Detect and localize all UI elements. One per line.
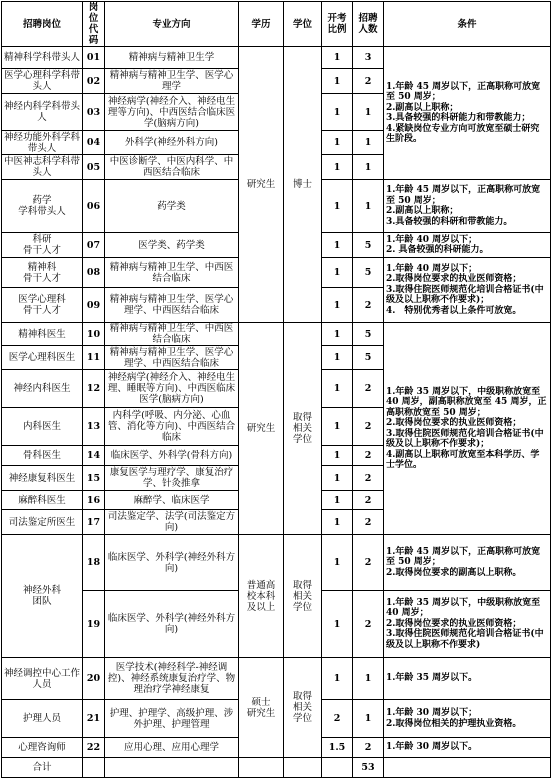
major-cell: 司法鉴定学、法学(司法鉴定方向) — [105, 510, 239, 535]
requirements-cell: 1.年龄 35 周岁以下，中级职称放宽至 40 周岁，副高职称放宽至 45 周岁，正高职称放宽至 50 周岁； 2.取得岗位要求的执业医师资格； 3.取得住院医师规范化培训合格证书(中级及以上职称不作要求)； 4.副高以上职称可放宽至本科学历、学士学位。 — [384, 323, 551, 535]
major-cell: 麻醉学、临床医学 — [105, 491, 239, 510]
requirements-cell: 1.年龄 45 周岁以下，正高职称可放宽至 50 周岁； 2.副高以上职称； 3.具备较强的科研能力和带教能力； 4.紧缺岗位专业方向可放宽至硕士研究生阶段。 — [384, 47, 551, 180]
position-cell: 医学心理科医生 — [2, 346, 83, 370]
ratio-cell: 1 — [322, 408, 353, 446]
ratio-cell: 1 — [322, 94, 353, 131]
code-cell: 02 — [83, 69, 105, 94]
count-cell: 5 — [353, 323, 384, 346]
major-cell: 外科学(神经外科方向) — [105, 131, 239, 155]
header-major: 专业方向 — [105, 2, 239, 47]
ratio-cell: 1 — [322, 491, 353, 510]
code-cell: 06 — [83, 180, 105, 233]
total-label: 合计 — [2, 758, 83, 778]
position-cell: 骨科医生 — [2, 446, 83, 466]
position-cell: 内科医生 — [2, 408, 83, 446]
header-ratio: 开考比例 — [322, 2, 353, 47]
ratio-cell: 1 — [322, 370, 353, 408]
count-cell: 2 — [353, 591, 384, 658]
count-cell: 5 — [353, 258, 384, 288]
code-cell: 09 — [83, 288, 105, 323]
code-cell: 05 — [83, 155, 105, 180]
table-row — [2, 658, 551, 700]
total-row — [2, 758, 551, 778]
count-cell: 2 — [353, 738, 384, 758]
code-cell: 21 — [83, 700, 105, 738]
position-cell: 精神科 骨干人才 — [2, 258, 83, 288]
header-education: 学历 — [239, 2, 284, 47]
code-cell: 01 — [83, 47, 105, 69]
ratio-cell: 1 — [322, 510, 353, 535]
table-row — [2, 535, 551, 591]
ratio-cell: 1.5 — [322, 738, 353, 758]
major-cell: 临床医学、外科学(神经外科方向) — [105, 535, 239, 591]
position-cell: 神经外科 团队 — [2, 535, 83, 658]
major-cell: 神经病学(神经介入、神经电生理等方向)、中西医结合临床医学(脑病方向) — [105, 94, 239, 131]
total-count: 53 — [353, 758, 384, 778]
code-cell: 19 — [83, 591, 105, 658]
header-position: 招聘岗位 — [2, 2, 83, 47]
position-cell: 心理咨询师 — [2, 738, 83, 758]
major-cell: 精神病与精神卫生学 — [105, 47, 239, 69]
position-cell: 精神科学科带头人 — [2, 47, 83, 69]
count-cell: 2 — [353, 466, 384, 491]
count-cell: 1 — [353, 658, 384, 700]
position-cell: 精神科医生 — [2, 323, 83, 346]
position-cell: 神经调控中心工作人员 — [2, 658, 83, 700]
major-cell: 康复医学与理疗学、康复治疗学、针灸推拿 — [105, 466, 239, 491]
position-cell: 医学心理科学科带头人 — [2, 69, 83, 94]
major-cell: 内科学(呼吸、内分泌、心血管、消化等方向)、中西医结合临床 — [105, 408, 239, 446]
education-cell: 硕士 研究生 — [239, 658, 284, 758]
position-cell: 神经功能外科学科带头人 — [2, 131, 83, 155]
code-cell: 12 — [83, 370, 105, 408]
count-cell: 2 — [353, 370, 384, 408]
empty-cell — [322, 758, 353, 778]
count-cell: 2 — [353, 535, 384, 591]
count-cell: 2 — [353, 510, 384, 535]
position-cell: 神经康复科医生 — [2, 466, 83, 491]
count-cell: 5 — [353, 233, 384, 258]
requirements-cell: 1.年龄 40 周岁以下； 2.取得岗位要求的执业医师资格； 3.取得住院医师规范化培训合格证书(中级及以上职称不作要求)； 4. 特别优秀者以上条件可放宽。 — [384, 258, 551, 323]
count-cell: 1 — [353, 700, 384, 738]
position-cell: 药学 学科带头人 — [2, 180, 83, 233]
major-cell: 护理、护理学、高级护理、涉外护理、护理管理 — [105, 700, 239, 738]
position-cell: 医学心理科 骨干人才 — [2, 288, 83, 323]
table-row — [2, 323, 551, 346]
requirements-cell: 1.年龄 30 周岁以下； 2.取得岗位相关的护理执业资格。 — [384, 700, 551, 738]
code-cell: 20 — [83, 658, 105, 700]
position-cell: 麻醉科医生 — [2, 491, 83, 510]
ratio-cell: 1 — [322, 658, 353, 700]
ratio-cell: 1 — [322, 131, 353, 155]
count-cell: 1 — [353, 180, 384, 233]
education-cell: 研究生 — [239, 47, 284, 323]
empty-cell — [284, 758, 322, 778]
empty-cell — [83, 758, 105, 778]
count-cell: 5 — [353, 346, 384, 370]
major-cell: 医学类、药学类 — [105, 233, 239, 258]
count-cell: 1 — [353, 94, 384, 131]
major-cell: 精神病与精神卫生学、中西医结合临床 — [105, 323, 239, 346]
code-cell: 15 — [83, 466, 105, 491]
ratio-cell: 1 — [322, 535, 353, 591]
count-cell: 2 — [353, 288, 384, 323]
major-cell: 神经病学(神经介入、神经电生理、睡眠等方向)、中西医临床医学(脑病方向) — [105, 370, 239, 408]
ratio-cell: 1 — [322, 233, 353, 258]
ratio-cell: 1 — [322, 69, 353, 94]
major-cell: 临床医学、外科学(神经外科方向) — [105, 591, 239, 658]
count-cell: 2 — [353, 69, 384, 94]
count-cell: 3 — [353, 47, 384, 69]
code-cell: 16 — [83, 491, 105, 510]
major-cell: 应用心理、应用心理学 — [105, 738, 239, 758]
header-row — [2, 2, 551, 47]
code-cell: 10 — [83, 323, 105, 346]
count-cell: 1 — [353, 155, 384, 180]
major-cell: 中医诊断学、中医内科学、中西医结合临床 — [105, 155, 239, 180]
major-cell: 精神病与精神卫生学、医学心理学、中西医结合临床 — [105, 346, 239, 370]
table-row — [2, 47, 551, 69]
ratio-cell: 1 — [322, 591, 353, 658]
degree-cell: 博士 — [284, 47, 322, 323]
position-cell: 神经内科学科带头人 — [2, 94, 83, 131]
recruitment-table — [1, 1, 551, 778]
major-cell: 精神病与精神卫生学、医学心理学、中西医结合临床 — [105, 288, 239, 323]
code-cell: 04 — [83, 131, 105, 155]
position-cell: 护理人员 — [2, 700, 83, 738]
code-cell: 18 — [83, 535, 105, 591]
ratio-cell: 1 — [322, 466, 353, 491]
code-cell: 03 — [83, 94, 105, 131]
ratio-cell: 1 — [322, 346, 353, 370]
count-cell: 2 — [353, 491, 384, 510]
position-cell: 中医神志科学科带头人 — [2, 155, 83, 180]
header-code: 岗位代码 — [83, 2, 105, 47]
major-cell: 精神病与精神卫生学、中西医结合临床 — [105, 258, 239, 288]
code-cell: 22 — [83, 738, 105, 758]
degree-cell: 取得 相关 学位 — [284, 658, 322, 758]
education-cell: 研究生 — [239, 323, 284, 535]
ratio-cell: 1 — [322, 155, 353, 180]
requirements-cell: 1.年龄 45 周岁以下，正高职称可放宽至 50 周岁； 2.取得岗位要求的副高以上职称。 — [384, 535, 551, 591]
header-requirements: 条件 — [384, 2, 551, 47]
position-cell: 神经内科医生 — [2, 370, 83, 408]
code-cell: 17 — [83, 510, 105, 535]
code-cell: 07 — [83, 233, 105, 258]
ratio-cell: 1 — [322, 323, 353, 346]
empty-cell — [105, 758, 239, 778]
ratio-cell: 1 — [322, 288, 353, 323]
ratio-cell: 1 — [322, 47, 353, 69]
code-cell: 13 — [83, 408, 105, 446]
ratio-cell: 1 — [322, 258, 353, 288]
major-cell: 临床医学、外科学(骨科方向) — [105, 446, 239, 466]
requirements-cell: 1.年龄 40 周岁以下； 2. 具备较强的科研能力。 — [384, 233, 551, 258]
count-cell: 2 — [353, 446, 384, 466]
education-cell: 普通高 校本科 及以上 — [239, 535, 284, 658]
position-cell: 司法鉴定所医生 — [2, 510, 83, 535]
requirements-cell: 1.年龄 45 周岁以下，正高职称可放宽至 50 周岁； 2.副高以上职称； 3.具备较强的科研和带教能力。 — [384, 180, 551, 233]
empty-cell — [239, 758, 284, 778]
requirements-cell: 1.年龄 35 周岁以下，中级职称放宽至 40 周岁； 2.取得岗位要求的执业医师资格； 3.取得住院医师规范化培训合格证书(中级及以上职称不作要求) — [384, 591, 551, 658]
major-cell: 精神病与精神卫生学、医学心理学 — [105, 69, 239, 94]
header-count: 招聘人数 — [353, 2, 384, 47]
count-cell: 1 — [353, 131, 384, 155]
degree-cell: 取得 相关 学位 — [284, 535, 322, 658]
ratio-cell: 1 — [322, 180, 353, 233]
ratio-cell: 1 — [322, 446, 353, 466]
ratio-cell: 2 — [322, 700, 353, 738]
code-cell: 08 — [83, 258, 105, 288]
major-cell: 药学类 — [105, 180, 239, 233]
header-degree: 学位 — [284, 2, 322, 47]
position-cell: 科研 骨干人才 — [2, 233, 83, 258]
code-cell: 11 — [83, 346, 105, 370]
requirements-cell: 1.年龄 30 周岁以下。 — [384, 738, 551, 758]
requirements-cell: 1.年龄 35 周岁以下。 — [384, 658, 551, 700]
major-cell: 医学技术(神经科学-神经调控)、神经系统康复治疗学、物理治疗学神经康复 — [105, 658, 239, 700]
count-cell: 2 — [353, 408, 384, 446]
degree-cell: 取得 相关 学位 — [284, 323, 322, 535]
code-cell: 14 — [83, 446, 105, 466]
empty-cell — [384, 758, 551, 778]
